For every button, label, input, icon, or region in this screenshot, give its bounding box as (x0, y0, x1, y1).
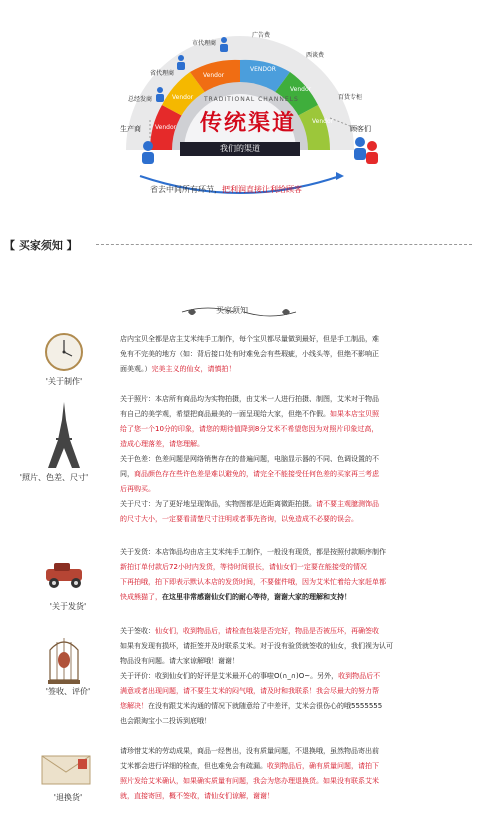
channels-arc-graphic (0, 0, 480, 210)
node-department-counter: 百货专柜 (338, 94, 363, 101)
segment-tag: Vendor (203, 72, 225, 79)
notice-row-shipping (0, 545, 480, 615)
caption: '关于发货' (49, 602, 87, 611)
text-segment: 请不要主观臆测饰品 (316, 500, 379, 508)
paragraph (120, 392, 450, 527)
text-segment: 面美观。） (120, 365, 152, 373)
traditional-channels-en: TRADITIONAL CHANNELS (204, 96, 299, 103)
text-segment: 关于色差：色差问题是网络销售存在的普遍问题，电脑显示器的不同、色调设置的不 (120, 455, 379, 463)
traditional-channels-cn: 传统渠道 (200, 111, 297, 136)
clock-icon (44, 332, 124, 372)
envelope-icon (40, 752, 92, 786)
text-segment: 给了您一个10分的印象，请您的期待值降到8分艾米不希望您因为对照片印象过高， (120, 425, 379, 433)
text-segment: 收到物品后，确有质量问题，请拍下 (267, 762, 379, 770)
paragraph-line (120, 422, 450, 437)
paragraph-line (120, 774, 450, 789)
text-segment: 造成心理落差，请您理解。 (120, 440, 204, 448)
paragraph-line (120, 669, 450, 684)
paragraph-line (120, 545, 450, 560)
paragraph-line (120, 467, 450, 482)
section-divider (96, 244, 472, 245)
node-talk-fee: 西谈费 (306, 52, 325, 59)
paragraph-line (120, 684, 450, 699)
paragraph (120, 545, 450, 605)
text-segment: 完美主义的仙女，请慎拍！ (151, 365, 236, 373)
segment-tag: Vendor (172, 94, 194, 101)
segment-tag: Vendor (312, 118, 334, 125)
section-title: 【 买家须知 】 (4, 239, 78, 252)
paragraph-line (120, 452, 450, 467)
channels-slogan (150, 184, 302, 195)
node-ad-fee: 广告费 (252, 32, 271, 39)
text-segment: 您解决！ (120, 702, 148, 710)
paragraph-line (120, 714, 450, 729)
paragraph-line (120, 497, 450, 512)
paragraph-line (120, 407, 450, 422)
text-segment: 店内宝贝全都是店主艾米纯手工制作，每个宝贝都尽量做到最好，但是手工制品，难 (120, 335, 379, 343)
paragraph-line (120, 759, 450, 774)
caption: '关于制作' (45, 377, 83, 386)
paragraph-line (120, 699, 450, 714)
notice-title: 买家须知 (216, 306, 248, 315)
our-channel-ribbon: 我们的渠道 (180, 142, 300, 156)
paragraph-line (120, 744, 450, 759)
text-segment: 关于照片：本店所有商品均为实物拍摄，由艾米一人进行拍摄、制图，艾米对于物品 (120, 395, 379, 403)
text-segment: 后再购买。 (120, 485, 155, 493)
caption: '签收、评价' (45, 687, 91, 696)
text-segment: 的尺寸大小，一定要看清楚尺寸注明或者事先咨询，以免造成不必要的误会。 (120, 515, 358, 523)
text-segment: 关于发货：本店饰品均由店主艾米纯手工制作，一般没有现货，都是按照付款顺序制作 (120, 548, 386, 556)
text-segment: 有自己的美学观，希望把商品最美的一面呈现给大家，但绝不作假。 (120, 410, 330, 418)
paragraph-line (120, 437, 450, 452)
node-general-distributor: 总经发商 (128, 96, 153, 103)
node-producer: 生产商 (120, 125, 141, 133)
text-segment: 物品没有问题。请大家谅解哦！谢谢！ (120, 657, 239, 665)
segment-tag: VENDOR (250, 66, 276, 73)
paragraph-line (120, 590, 450, 605)
vintage-car-icon (40, 559, 92, 591)
text-segment: 如果本店宝贝照 (330, 410, 379, 418)
birdcage-icon (44, 630, 84, 688)
text-segment: 免有不完美的地方（如：背后接口处有时难免会有些瑕疵，小线头等，但绝不影响正 (120, 350, 379, 358)
text-segment: 在没有跟艾米沟通的情况下就随意给了中差评，艾米会很伤心的哦5555555 (148, 702, 383, 710)
node-province-agent: 省代理商 (150, 70, 175, 77)
caption: '退换货' (53, 793, 83, 802)
paragraph-line (120, 654, 450, 669)
paragraph-line (120, 347, 450, 362)
text-segment: 关于尺寸：为了更好地呈现饰品，实物图都是近距离微距拍摄。 (120, 500, 316, 508)
segment-tag: Vendor (155, 124, 177, 131)
node-city-agent: 市代理商 (192, 40, 217, 47)
paragraph-line (120, 624, 450, 639)
notice-row-return (0, 744, 480, 814)
paragraph (120, 332, 450, 377)
eiffel-tower-icon (44, 400, 84, 470)
channels-infographic (0, 0, 480, 210)
text-segment: 同， (120, 470, 134, 478)
paragraph-line (120, 362, 450, 377)
text-segment: 也会跟淘宝小二投诉到底哦！ (120, 717, 211, 725)
text-segment: 如果有发现有损坏，请拒签并及时联系艾米。对于没有验货就签收的仙女，我们视为认可 (120, 642, 393, 650)
paragraph-line (120, 332, 450, 347)
text-segment: 照片发给艾米确认，如果确实质量有问题，我会为您办理退换货。如果没有联系艾米 (120, 777, 379, 785)
notice-row-production (0, 332, 480, 392)
text-segment: 关于评价：收到仙女们的好评是艾米最开心的事啦O(∩_∩)O~。另外， (120, 672, 339, 680)
text-segment: 关于签收： (120, 627, 155, 635)
node-customers: 顾客们 (350, 125, 371, 133)
paragraph-line (120, 575, 450, 590)
text-segment: 请珍惜艾米的劳动成果，商品一经售出，没有质量问题，不退换哦，虽然物品寄出前 (120, 747, 379, 755)
paragraph-line (120, 639, 450, 654)
paragraph-line (120, 482, 450, 497)
slogan-highlight: 把利润直接让利给顾客 (222, 185, 302, 194)
text-segment: 商品颜色存在些许色差是难以避免的，请完全不能接受任何色差的买家再三考虑 (134, 470, 379, 478)
text-segment: 仙女们，收到物品后，请检查包装是否完好，物品是否被压坏，再确签收 (155, 627, 379, 635)
notice-row-photo-color-size (0, 392, 480, 532)
text-segment: 就，直接寄回，概不签收，请仙女们谅解，谢谢！ (120, 792, 274, 800)
text-segment: 艾米都会进行详细的检查，但也难免会有疏漏。 (120, 762, 267, 770)
section-header (0, 234, 480, 254)
text-segment: 满意或者出现问题，请不要生艾米的闷气哦，请及时和我联系！我会尽最大的努力帮 (120, 687, 379, 695)
text-segment: 收到物品后不 (338, 672, 381, 680)
caption: '照片、色差、尺寸' (19, 473, 89, 482)
segment-tag: Vendor (290, 86, 312, 93)
text-segment: 快成熊猫了， (120, 593, 162, 601)
slogan-prefix: 省去中间所有环节， (150, 185, 222, 194)
paragraph (120, 624, 450, 729)
notice-row-receipt-review (0, 624, 480, 734)
paragraph-line (120, 512, 450, 527)
paragraph-line (120, 560, 450, 575)
text-segment: 在这里非常感谢仙女们的耐心等待，谢谢大家的理解和支持！ (162, 593, 351, 601)
paragraph-line (120, 392, 450, 407)
text-segment: 下再拍哦，拍下即表示默认本店的发货时间，不要催件哦，因为艾米忙着给大家赶单都 (120, 578, 386, 586)
paragraph-line (120, 789, 450, 804)
notice-title-banner (178, 300, 300, 324)
paragraph (120, 744, 450, 804)
text-segment: 新拍订单付款后72小时内发货，等待时间很长，请仙女们一定要在能接受的情况 (120, 563, 367, 571)
